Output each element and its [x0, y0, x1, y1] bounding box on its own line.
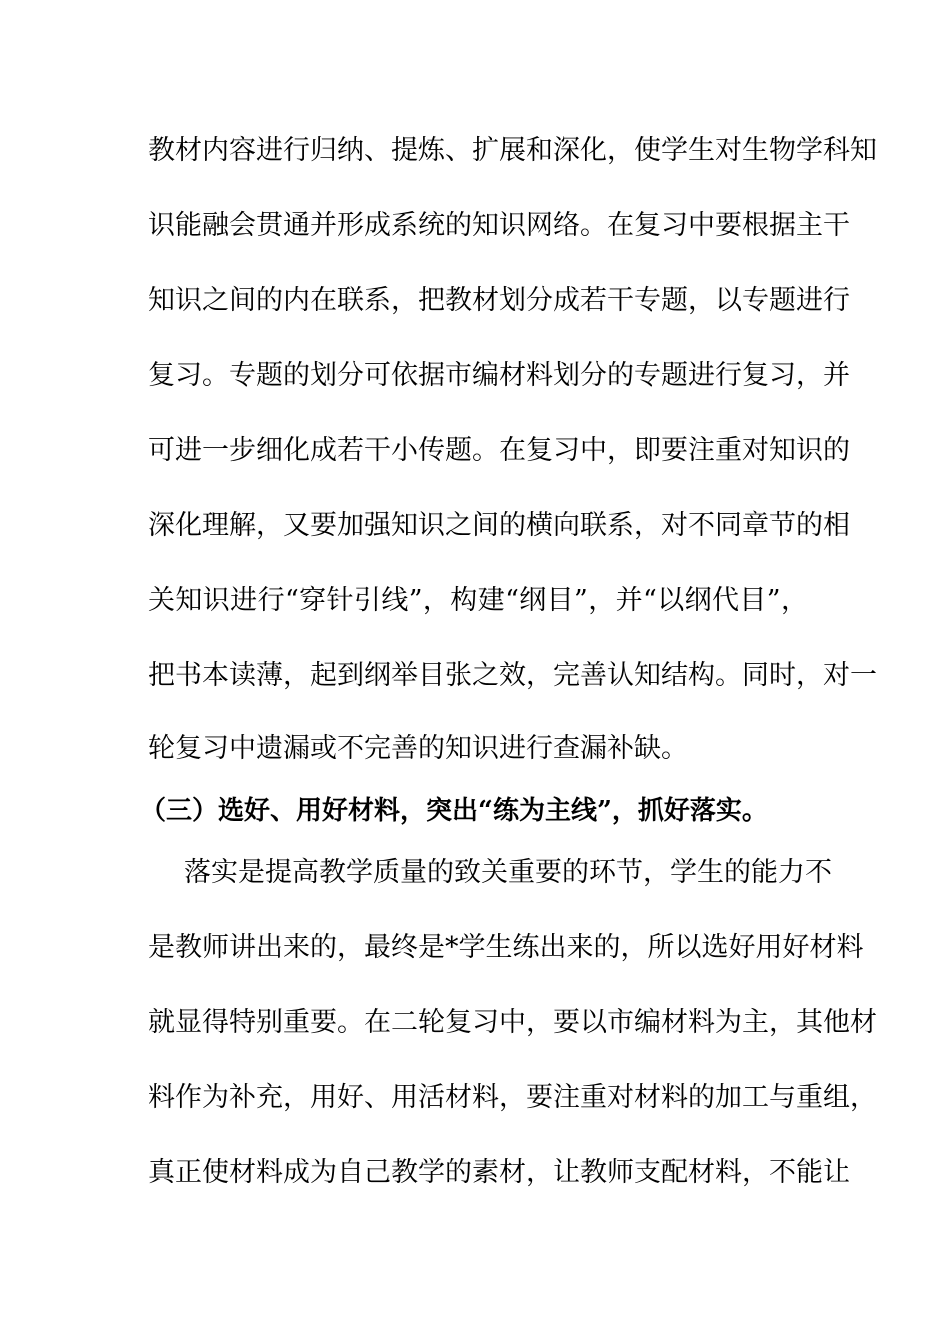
paragraph-line: 把书本读薄，起到纲举目张之效，完善认知结构。同时，对一: [148, 660, 877, 691]
paragraph-line: 教材内容进行归纳、提炼、扩展和深化，使学生对生物学科知: [148, 135, 877, 166]
paragraph-line: 深化理解，又要加强知识之间的横向联系，对不同章节的相: [148, 510, 850, 541]
paragraph-line: 真正使材料成为自己教学的素材，让教师支配材料，不能让: [148, 1157, 850, 1188]
paragraph-line: 知识之间的内在联系，把教材划分成若干专题，以专题进行: [148, 285, 850, 316]
paragraph-line: 是教师讲出来的，最终是*学生练出来的，所以选好用好材料: [148, 932, 864, 963]
paragraph-line: 复习。专题的划分可依据市编材料划分的专题进行复习，并: [148, 360, 850, 391]
paragraph-line: 就显得特别重要。在二轮复习中，要以市编材料为主，其他材: [148, 1007, 877, 1038]
paragraph-line: 落实是提高教学质量的致关重要的环节，学生的能力不: [184, 857, 832, 888]
paragraph-line: 关知识进行“穿针引线”，构建“纲目”，并“以纲代目”，: [148, 585, 808, 616]
paragraph-line: 轮复习中遗漏或不完善的知识进行查漏补缺。: [148, 733, 688, 764]
paragraph-line: 料作为补充，用好、用活材料，要注重对材料的加工与重组，: [148, 1082, 877, 1113]
section-heading: （三）选好、用好材料，突出“练为主线”，抓好落实。: [140, 796, 768, 826]
paragraph-line: 可进一步细化成若干小传题。在复习中，即要注重对知识的: [148, 435, 850, 466]
paragraph-line: 识能融会贯通并形成系统的知识网络。在复习中要根据主干: [148, 210, 850, 241]
